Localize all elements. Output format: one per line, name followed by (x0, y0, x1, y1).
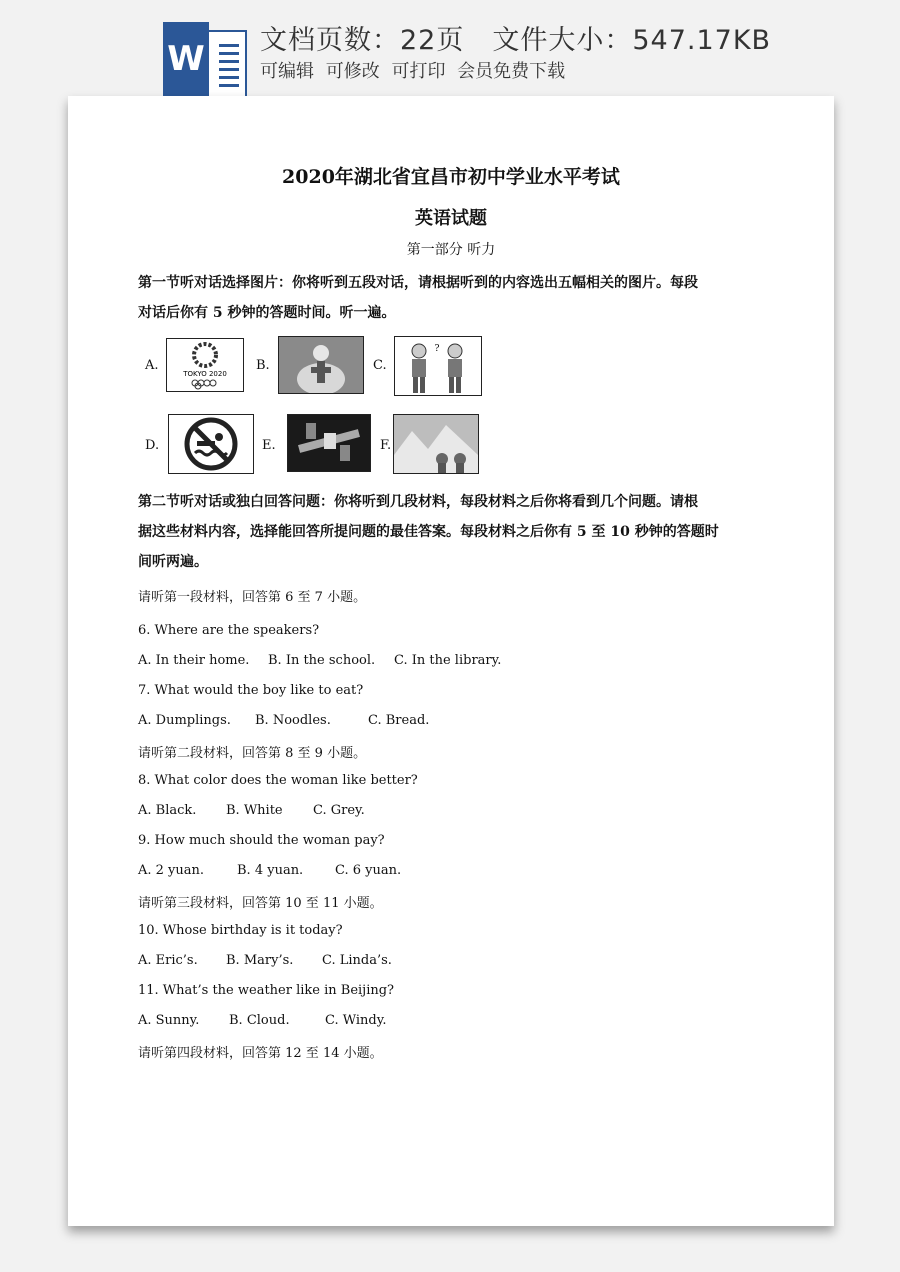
space-station-image (287, 414, 371, 472)
q11-option-c: C. Windy. (325, 1013, 387, 1028)
q7-option-a: A. Dumplings. (138, 713, 231, 728)
document-info-banner (0, 0, 900, 96)
document-page (68, 96, 834, 1226)
q10-option-a: A. Eric’s. (138, 953, 198, 968)
q10-option-b: B. Mary’s. (226, 953, 294, 968)
material-4-note: 请听第四段材料，回答第 12 至 14 小题。 (138, 1046, 383, 1061)
pic-label-c: C. (373, 358, 387, 373)
q6-option-b: B. In the school. (268, 653, 376, 668)
feature-list: 可编辑 可修改 可打印 会员免费下载 (260, 61, 566, 82)
section2-instruction-line3: 间听两遍。 (138, 554, 208, 570)
q9-option-a: A. 2 yuan. (138, 863, 205, 878)
pic-label-a: A. (145, 358, 159, 373)
exam-title: 2020年湖北省宜昌市初中学业水平考试 (282, 166, 620, 188)
q7-option-b: B. Noodles. (255, 713, 331, 728)
q8-option-c: C. Grey. (313, 803, 365, 818)
q9-option-b: B. 4 yuan. (237, 863, 304, 878)
q8-option-b: B. White (226, 803, 283, 818)
part-heading: 第一部分 听力 (406, 242, 496, 258)
section1-instruction-line1: 第一节听对话选择图片：你将听到五段对话，请根据听到的内容选出五幅相关的图片。每段 (138, 275, 698, 291)
tokyo-olympics-logo-image (166, 338, 244, 392)
question-9: 9. How much should the woman pay? (138, 833, 385, 848)
q11-option-b: B. Cloud. (229, 1013, 290, 1028)
pic-label-d: D. (145, 438, 160, 453)
snowy-scene-image (393, 414, 479, 474)
section1-instruction-line2: 对话后你有 5 秒钟的答题时间。听一遍。 (138, 305, 396, 321)
pic-label-e: E. (262, 438, 276, 453)
question-8: 8. What color does the woman like better? (138, 773, 418, 788)
q9-option-c: C. 6 yuan. (335, 863, 402, 878)
file-stats (260, 18, 771, 57)
material-1-note: 请听第一段材料，回答第 6 至 7 小题。 (138, 590, 367, 605)
material-2-note: 请听第二段材料，回答第 8 至 9 小题。 (138, 746, 367, 761)
page-count: 文档页数：22页 (260, 25, 465, 56)
q6-option-a: A. In their home. (138, 653, 250, 668)
question-11: 11. What’s the weather like in Beijing? (138, 983, 395, 998)
q6-option-c: C. In the library. (394, 653, 502, 668)
q11-option-a: A. Sunny. (138, 1013, 200, 1028)
exam-subtitle: 英语试题 (415, 208, 487, 229)
no-swimming-sign-image (168, 414, 254, 474)
q8-option-a: A. Black. (138, 803, 197, 818)
file-size: 文件大小：547.17KB (492, 25, 772, 56)
tokyo-2020-text: TOKYO 2020 (183, 370, 227, 378)
two-children-image (394, 336, 482, 396)
question-7: 7. What would the boy like to eat? (138, 683, 364, 698)
question-6: 6. Where are the speakers? (138, 623, 320, 638)
figure-cross-image (278, 336, 364, 394)
material-3-note: 请听第三段材料，回答第 10 至 11 小题。 (138, 896, 383, 911)
section2-instruction-line1: 第二节听对话或独白回答问题：你将听到几段材料，每段材料之后你将看到几个问题。请根 (138, 494, 698, 510)
q7-option-c: C. Bread. (368, 713, 430, 728)
pic-label-b: B. (256, 358, 270, 373)
question-10: 10. Whose birthday is it today? (138, 923, 343, 938)
svg-text:?: ? (434, 344, 440, 354)
q10-option-c: C. Linda’s. (322, 953, 392, 968)
word-document-icon: W (163, 22, 245, 96)
section2-instruction-line2: 据这些材料内容，选择能回答所提问题的最佳答案。每段材料之后你有 5 至 10 秒钟的答题时 (138, 524, 719, 540)
pic-label-f: F. (380, 438, 392, 453)
